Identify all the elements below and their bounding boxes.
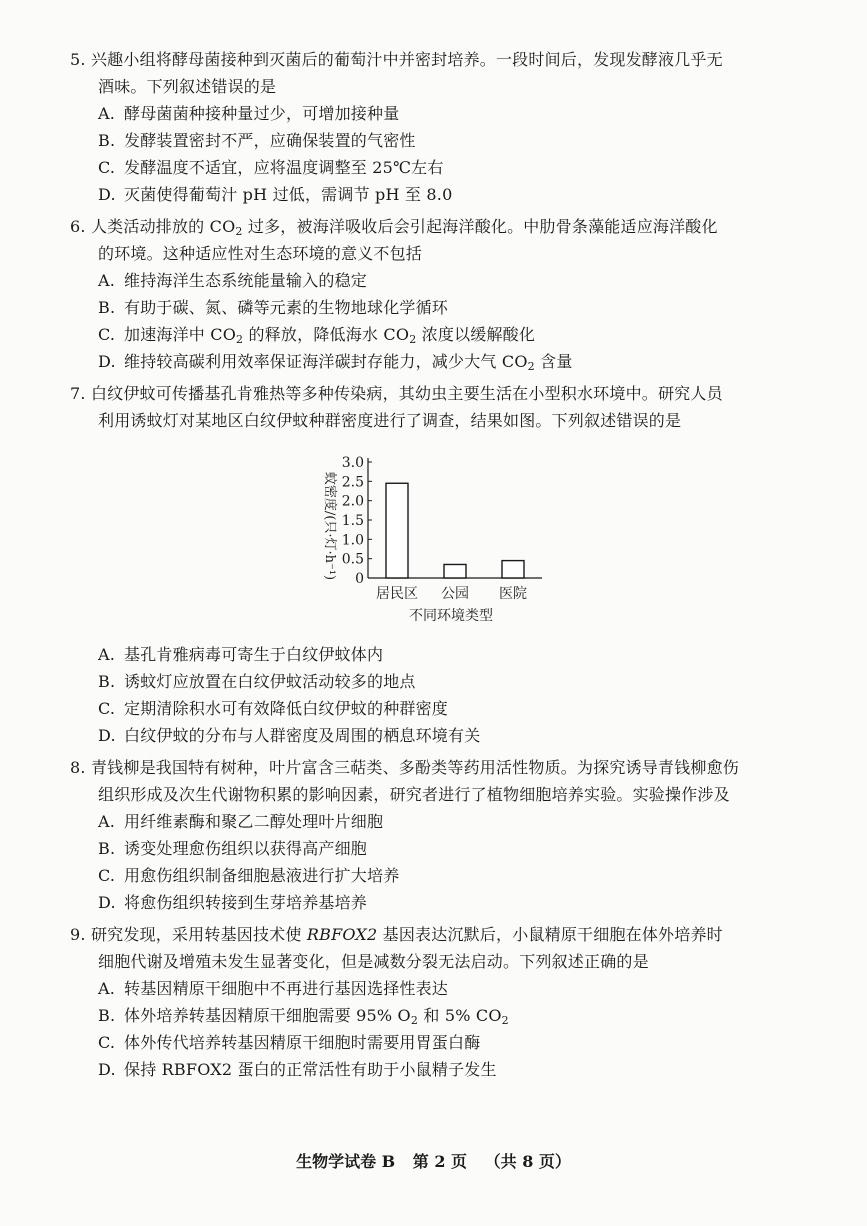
q9-number: 9. (70, 925, 86, 944)
gene-name: RBFOX2 (306, 925, 378, 944)
q9-stem-a: 研究发现，采用转基因技术使 (90, 925, 307, 944)
footer-title: 生物学试卷 B (296, 1152, 396, 1171)
x-tick-label: 居民区 (376, 586, 418, 602)
option-text: 转基因精原干细胞中不再进行基因选择性表达 (124, 979, 449, 998)
q6-option-d[interactable] (98, 352, 573, 372)
option-text: 用纤维素酶和聚乙二醇处理叶片细胞 (124, 812, 384, 831)
y-tick-label: 3.0 (341, 455, 364, 471)
option-letter: B. (98, 298, 116, 317)
option-text-a: 体外培养转基因精原干细胞需要 95% O (124, 1006, 411, 1025)
option-letter: A. (98, 645, 116, 664)
option-letter: C. (98, 866, 116, 885)
q6-stem-b: 过多，被海洋吸收后会引起海洋酸化。中肋骨条藻能适应海洋酸化 (242, 217, 718, 236)
q9-option-c[interactable] (98, 1033, 480, 1053)
y-tick-label: 2.0 (341, 493, 364, 510)
bar (444, 564, 466, 578)
q6-stem-line1 (70, 217, 718, 237)
option-text-c: 浓度以缓解酸化 (416, 325, 536, 344)
q9-option-b[interactable] (98, 1006, 509, 1026)
y-tick-label: 2.5 (341, 474, 364, 491)
q9-stem-b: 基因表达沉默后，小鼠精原干细胞在体外培养时 (377, 925, 723, 944)
q5-option-d[interactable] (98, 185, 452, 205)
option-text: 维持海洋生态系统能量输入的稳定 (124, 271, 368, 290)
option-text: 酵母菌菌种接种量过少，可增加接种量 (124, 104, 400, 123)
option-letter: C. (98, 699, 116, 718)
option-text-b: 含量 (534, 352, 573, 371)
q8-stem-line1 (70, 758, 739, 778)
bar (502, 561, 524, 578)
option-letter: B. (98, 672, 116, 691)
option-text-a: 加速海洋中 CO (124, 325, 237, 344)
q5-option-c[interactable] (98, 158, 444, 178)
q9-option-a[interactable] (98, 979, 448, 999)
option-letter: D. (98, 185, 116, 204)
q7-option-a[interactable] (98, 645, 383, 665)
option-letter: D. (98, 1060, 116, 1079)
x-axis-label: 不同环境类型 (409, 608, 493, 624)
subscript: 2 (409, 333, 417, 346)
option-letter: A. (98, 979, 116, 998)
q7-stem-line1 (70, 384, 723, 404)
option-text: 基孔肯雅病毒可寄生于白纹伊蚊体内 (124, 645, 384, 664)
q9-stem-line1 (70, 925, 723, 945)
subscript: 2 (527, 360, 535, 373)
option-letter: B. (98, 131, 116, 150)
option-text: 诱变处理愈伤组织以获得高产细胞 (124, 839, 368, 858)
subscript: 2 (410, 1014, 419, 1027)
option-text: 用愈伤组织制备细胞悬液进行扩大培养 (124, 866, 400, 885)
option-letter: A. (98, 104, 116, 123)
option-text: 保持 RBFOX2 蛋白的正常活性有助于小鼠精子发生 (124, 1060, 497, 1079)
q8-stem-line2: 组织形成及次生代谢物积累的影响因素，研究者进行了植物细胞培养实验。实验操作涉及 (98, 785, 730, 804)
q5-number: 5. (70, 50, 86, 69)
mosquito-density-chart (310, 448, 570, 628)
option-text: 定期清除积水可有效降低白纹伊蚊的种群密度 (124, 699, 449, 718)
q8-option-c[interactable] (98, 866, 399, 886)
option-text: 将愈伤组织转接到生芽培养基培养 (124, 893, 368, 912)
q6-option-b[interactable] (98, 298, 448, 318)
option-letter: C. (98, 325, 116, 344)
option-letter: A. (98, 271, 116, 290)
q6-option-a[interactable] (98, 271, 367, 291)
q7-option-c[interactable] (98, 699, 448, 719)
option-letter: C. (98, 158, 116, 177)
q6-option-c[interactable] (98, 325, 535, 345)
option-letter: A. (98, 812, 116, 831)
option-text: 白纹伊蚊的分布与人群密度及周围的栖息环境有关 (124, 726, 481, 745)
y-tick-label: 1.0 (341, 532, 364, 549)
option-text: 灭菌使得葡萄汁 pH 过低，需调节 pH 至 8.0 (124, 185, 453, 204)
option-text-b: 的释放，降低海水 CO (243, 325, 410, 344)
x-tick-label: 医院 (499, 586, 527, 602)
option-text-b: 和 5% CO (418, 1006, 502, 1025)
q8-option-a[interactable] (98, 812, 383, 832)
option-letter: B. (98, 839, 116, 858)
option-text: 有助于碳、氮、磷等元素的生物地球化学循环 (124, 298, 449, 317)
q8-option-d[interactable] (98, 893, 367, 913)
q5-stem-text1: 兴趣小组将酵母菌接种到灭菌后的葡萄汁中并密封培养。一段时间后，发现发酵液几乎无 (90, 50, 723, 69)
footer-total: （共 8 页） (484, 1152, 571, 1171)
bar (386, 483, 408, 578)
option-text-a: 维持较高碳利用效率保证海洋碳封存能力，减少大气 CO (124, 352, 528, 371)
q7-option-b[interactable] (98, 672, 416, 692)
q7-number: 7. (70, 384, 86, 403)
subscript: 2 (236, 333, 244, 346)
q7-option-d[interactable] (98, 726, 480, 746)
q7-stem-text1: 白纹伊蚊可传播基孔肯雅热等多种传染病，其幼虫主要生活在小型积水环境中。研究人员 (90, 384, 723, 403)
page-footer (0, 1152, 867, 1172)
subscript: 2 (501, 1014, 509, 1027)
y-axis-label: 蚊密度/(只·灯·h⁻¹) (322, 471, 337, 581)
q8-stem-text1: 青钱柳是我国特有树种，叶片富含三萜类、多酚类等药用活性物质。为探究诱导青钱柳愈伤 (90, 758, 739, 777)
y-tick-label: 0 (355, 571, 364, 587)
q9-option-d[interactable] (98, 1060, 497, 1080)
option-letter: D. (98, 726, 116, 745)
q8-option-b[interactable] (98, 839, 367, 859)
option-text: 诱蚊灯应放置在白纹伊蚊活动较多的地点 (124, 672, 416, 691)
q8-number: 8. (70, 758, 86, 777)
q5-stem-line2: 酒味。下列叙述错误的是 (98, 77, 277, 96)
option-text: 体外传代培养转基因精原干细胞时需要用胃蛋白酶 (124, 1033, 481, 1052)
q9-stem-line2: 细胞代谢及增殖未发生显著变化，但是减数分裂无法启动。下列叙述正确的是 (98, 952, 649, 971)
footer-page: 第 2 页 (412, 1152, 468, 1171)
y-tick-label: 1.5 (341, 513, 364, 529)
subscript: 2 (235, 225, 243, 238)
x-tick-label: 公园 (441, 586, 469, 602)
option-letter: D. (98, 352, 116, 371)
q7-stem-line2: 利用诱蚊灯对某地区白纹伊蚊种群密度进行了调查，结果如图。下列叙述错误的是 (98, 411, 682, 430)
option-text: 发酵温度不适宜，应将温度调整至 25℃左右 (124, 158, 444, 177)
option-letter: C. (98, 1033, 116, 1052)
q6-stem-line2: 的环境。这种适应性对生态环境的意义不包括 (98, 244, 423, 263)
y-tick-label: 0.5 (341, 551, 364, 568)
option-letter: D. (98, 893, 116, 912)
option-text: 发酵装置密封不严，应确保装置的气密性 (124, 131, 416, 150)
option-letter: B. (98, 1006, 116, 1025)
q5-stem-line1 (70, 50, 723, 70)
q5-option-b[interactable] (98, 131, 416, 151)
q6-number: 6. (70, 217, 86, 236)
q6-stem-a: 人类活动排放的 CO (90, 217, 236, 236)
q5-option-a[interactable] (98, 104, 399, 124)
